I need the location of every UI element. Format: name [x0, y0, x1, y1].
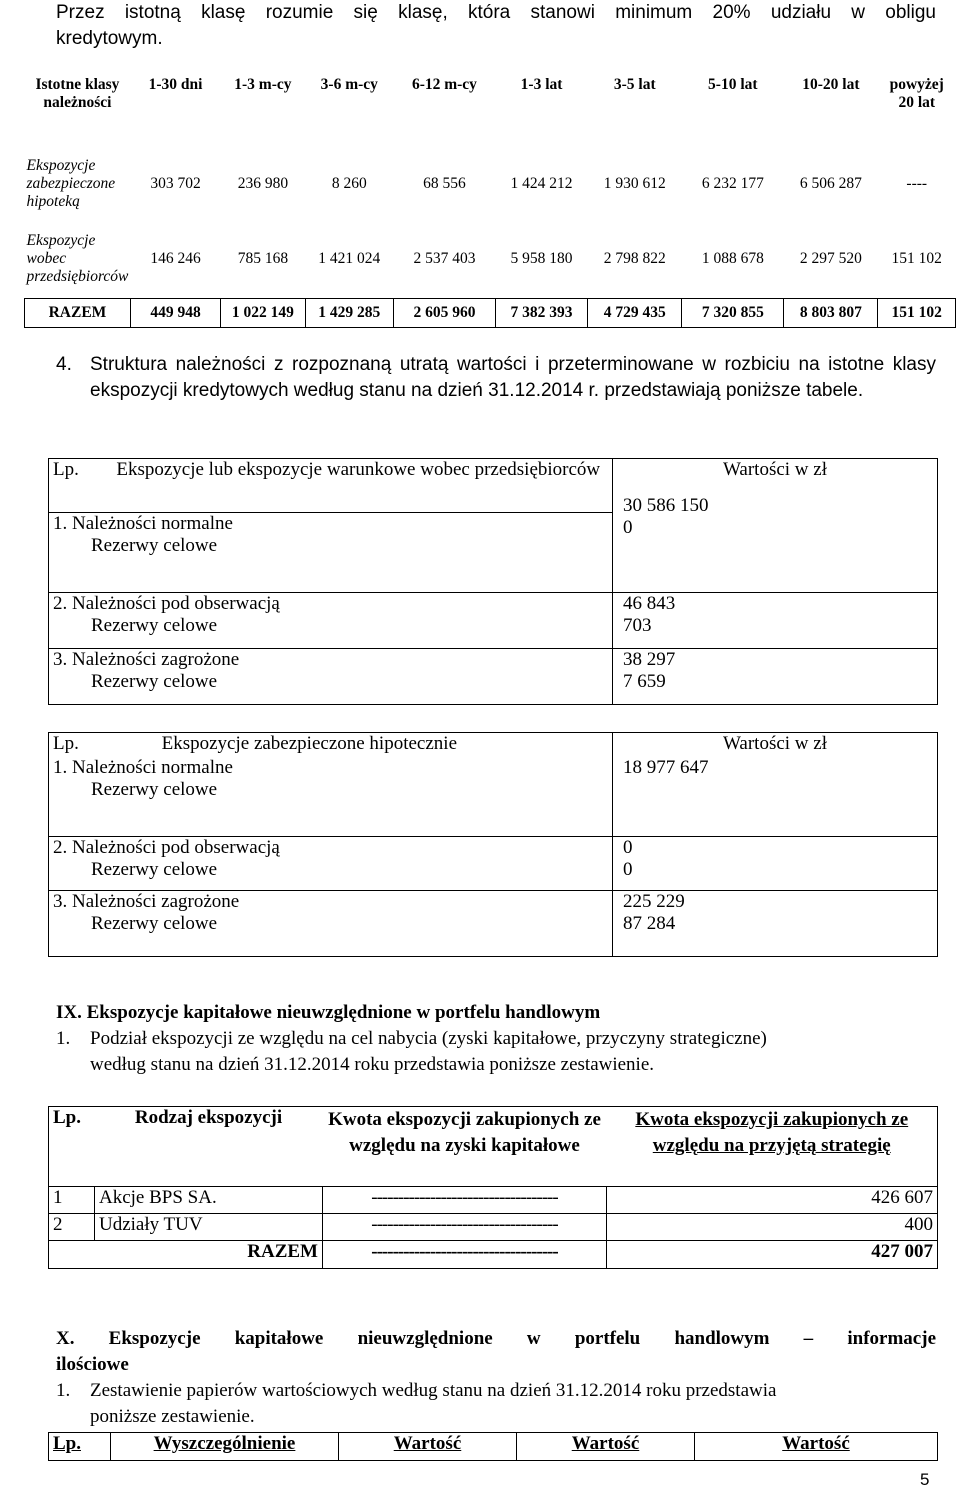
header-col: 1-3 m-cy	[234, 76, 292, 93]
values-label: Wartości w zł	[723, 459, 827, 480]
header-value: Wartość	[339, 1433, 517, 1461]
value: 0	[623, 859, 633, 880]
row-values	[613, 593, 938, 649]
row-gain: -----------------------------------	[323, 1187, 607, 1214]
table-cell: 68 556	[423, 175, 466, 192]
mortgage-exposure-table	[48, 732, 938, 957]
header-col: powyżej 20 lat	[889, 76, 944, 111]
table-cell: 6 506 287	[799, 175, 862, 192]
total-strategy: 427 007	[607, 1241, 938, 1269]
cell-values-1	[617, 495, 933, 539]
header-class: Istotne klasy należności	[35, 76, 120, 111]
point-4	[56, 352, 936, 404]
row-values	[613, 757, 938, 837]
table-row	[49, 891, 938, 957]
row-gain: -----------------------------------	[323, 1214, 607, 1241]
paragraph-line: Podział ekspozycji ze względu na cel nabycia (zyski kapitałowe, przyczyny strategiczne)	[90, 1028, 767, 1049]
value: 30 586 150	[623, 495, 709, 516]
point-text: Struktura należności z rozpoznaną utratą wartości i przeterminowane w rozbiciu na istotne klasy ekspozycji kredytowych według stanu na dzień 31.12.2014 r. przedstawiają poniższe tabele.	[90, 354, 936, 401]
row-title: Należności normalne	[72, 513, 233, 534]
total-row	[49, 1241, 938, 1269]
value: 0	[623, 837, 633, 858]
header-values	[613, 459, 938, 593]
header-description: Wyszczególnienie	[111, 1433, 339, 1461]
table-cell: 151 102	[891, 249, 942, 267]
header-col: 3-5 lat	[613, 76, 656, 93]
value: 18 977 647	[623, 756, 709, 778]
intro-line-2: kredytowym.	[56, 28, 163, 49]
section-paragraph	[56, 1378, 936, 1430]
value: 38 297	[623, 649, 676, 670]
paragraph-line: według stanu na dzień 31.12.2014 roku przedstawia poniższe zestawienie.	[90, 1054, 655, 1075]
header-gain: Kwota ekspozycji zakupionych ze względu na zyski kapitałowe	[323, 1107, 607, 1187]
header-col: 10-20 lat	[802, 76, 860, 93]
paragraph-line: Zestawienie papierów wartościowych według stanu na dzień 31.12.2014 roku przedstawia	[90, 1380, 777, 1401]
point-number: 1.	[56, 1380, 71, 1401]
header-value: Wartość	[517, 1433, 695, 1461]
table-cell: 2 798 822	[603, 249, 666, 267]
header-col: 1-30 dni	[148, 76, 203, 93]
value: 87 284	[623, 913, 676, 934]
table-row	[49, 593, 938, 649]
header-strategy: Kwota ekspozycji zakupionych ze względu na przyjętą strategię	[607, 1107, 938, 1187]
section-title: X. Ekspozycje kapitałowe nieuwzględnione w portfelu handlowym – informacje	[56, 1328, 936, 1349]
header-name: Ekspozycje lub ekspozycje warunkowe wobec przedsiębiorców	[105, 459, 613, 513]
row-title: Należności pod obserwacją	[72, 837, 280, 858]
table-cell: 6 232 177	[701, 175, 764, 192]
row-label: Ekspozycje zabezpieczone hipoteką	[26, 157, 116, 210]
table-cell: 1 424 212	[510, 175, 573, 192]
table-cell: 1 930 612	[603, 175, 666, 192]
table-cell: 1 088 678	[701, 249, 764, 267]
table-cell: 1 429 285	[305, 298, 393, 327]
header-col: 3-6 m-cy	[320, 76, 378, 93]
intro-line-1: Przez istotną klasę rozumie się klasę, która stanowi minimum 20% udziału w obligu	[56, 2, 936, 23]
table-cell: 8 260	[331, 175, 367, 192]
row-sub: Rezerwy celowe	[91, 778, 218, 800]
header-lp: Lp.	[49, 459, 105, 513]
table-cell: 785 168	[237, 249, 289, 267]
table-cell: 2 605 960	[393, 298, 495, 327]
table-cell: 1 421 024	[318, 249, 381, 267]
table-cell: 7 320 855	[682, 298, 784, 327]
row-name	[49, 757, 613, 837]
table-cell: 8 803 807	[784, 298, 878, 327]
row-sub: Rezerwy celowe	[91, 913, 218, 934]
row-name	[49, 891, 613, 957]
header-cell	[49, 733, 613, 757]
row-kind: Udziały TUV	[95, 1214, 323, 1241]
table-cell: 1 022 149	[221, 298, 305, 327]
row-sub: Rezerwy celowe	[91, 535, 218, 556]
row-sub: Rezerwy celowe	[91, 671, 218, 692]
table-row	[25, 220, 956, 298]
point-number: 4.	[56, 354, 72, 375]
row-name	[49, 649, 613, 705]
header-col: 6-12 m-cy	[411, 76, 477, 93]
value: 0	[623, 517, 633, 538]
table-cell: 7 382 393	[495, 298, 587, 327]
value: 703	[623, 615, 652, 636]
row-sub: Rezerwy celowe	[91, 859, 218, 880]
row-lp: 2.	[53, 837, 68, 858]
row-name	[49, 593, 613, 649]
value: 46 843	[623, 593, 676, 614]
table-row	[49, 1214, 938, 1241]
row-title: Należności normalne	[72, 756, 233, 778]
section-title: IX. Ekspozycje kapitałowe nieuwzględnione w portfelu handlowym	[56, 1002, 601, 1023]
maturity-table	[24, 76, 956, 328]
table-row	[49, 837, 938, 891]
section-title-cont: ilościowe	[56, 1354, 129, 1375]
table-row	[49, 757, 938, 837]
header-kind: Rodzaj ekspozycji	[95, 1107, 323, 1187]
page-number: 5	[920, 1470, 930, 1489]
row-label: Ekspozycje wobec przedsiębiorców	[26, 231, 129, 285]
table-cell: 4 729 435	[588, 298, 682, 327]
table-cell: 236 980	[237, 175, 289, 192]
row-values	[613, 837, 938, 891]
row-name	[49, 513, 613, 593]
maturity-table-header	[25, 76, 956, 148]
table-header	[49, 733, 938, 757]
table-cell: 303 702	[150, 175, 201, 192]
row-values	[613, 649, 938, 705]
total-gain: -----------------------------------	[323, 1241, 607, 1269]
header-lp: Lp.	[49, 1107, 95, 1187]
row-lp: 1.	[53, 756, 68, 778]
header-name: Ekspozycje zabezpieczone hipotecznie	[161, 733, 457, 754]
table-row	[49, 649, 938, 705]
row-values	[613, 891, 938, 957]
header-col: 1-3 lat	[520, 76, 563, 93]
section-10	[56, 1326, 936, 1430]
intro-paragraph	[56, 0, 936, 52]
row-lp: 3.	[53, 891, 68, 912]
row-strategy: 426 607	[607, 1187, 938, 1214]
table-cell: 151 102	[878, 298, 956, 327]
table-cell: 5 958 180	[510, 249, 573, 267]
row-strategy: 400	[607, 1214, 938, 1241]
value: 225 229	[623, 891, 685, 912]
header-lp: Lp.	[49, 1433, 111, 1461]
row-lp: 2	[49, 1214, 95, 1241]
equity-exposure-table	[48, 1106, 938, 1269]
table-header	[49, 459, 938, 513]
total-row	[25, 298, 956, 327]
paragraph-line: poniższe zestawienie.	[90, 1406, 255, 1427]
value: 7 659	[623, 671, 666, 692]
table-cell: ----	[906, 175, 928, 192]
table-cell: 2 297 520	[799, 249, 862, 267]
table-cell: 146 246	[150, 249, 201, 267]
total-label: RAZEM	[25, 298, 131, 327]
table-header	[49, 1433, 938, 1461]
row-kind: Akcje BPS SA.	[95, 1187, 323, 1214]
table-header	[49, 1107, 938, 1187]
row-lp: 1.	[53, 513, 68, 534]
header-values: Wartości w zł	[613, 733, 938, 757]
row-title: Należności pod obserwacją	[72, 593, 280, 614]
section-9	[56, 1000, 936, 1078]
section-paragraph	[56, 1026, 936, 1078]
total-label: RAZEM	[49, 1241, 323, 1269]
row-lp: 1	[49, 1187, 95, 1214]
header-lp: Lp.	[53, 733, 79, 754]
row-name	[49, 837, 613, 891]
header-value: Wartość	[695, 1433, 938, 1461]
table-row	[25, 148, 956, 220]
header-col: 5-10 lat	[708, 76, 758, 93]
corporate-exposure-table	[48, 458, 938, 705]
row-sub: Rezerwy celowe	[91, 615, 218, 636]
table-cell: 2 537 403	[413, 249, 476, 267]
table-row	[49, 1187, 938, 1214]
securities-table	[48, 1432, 938, 1461]
row-title: Należności zagrożone	[72, 649, 240, 670]
row-lp: 2.	[53, 593, 68, 614]
table-cell: 449 948	[130, 298, 220, 327]
row-title: Należności zagrożone	[72, 891, 240, 912]
row-lp: 3.	[53, 649, 68, 670]
point-number: 1.	[56, 1028, 71, 1049]
